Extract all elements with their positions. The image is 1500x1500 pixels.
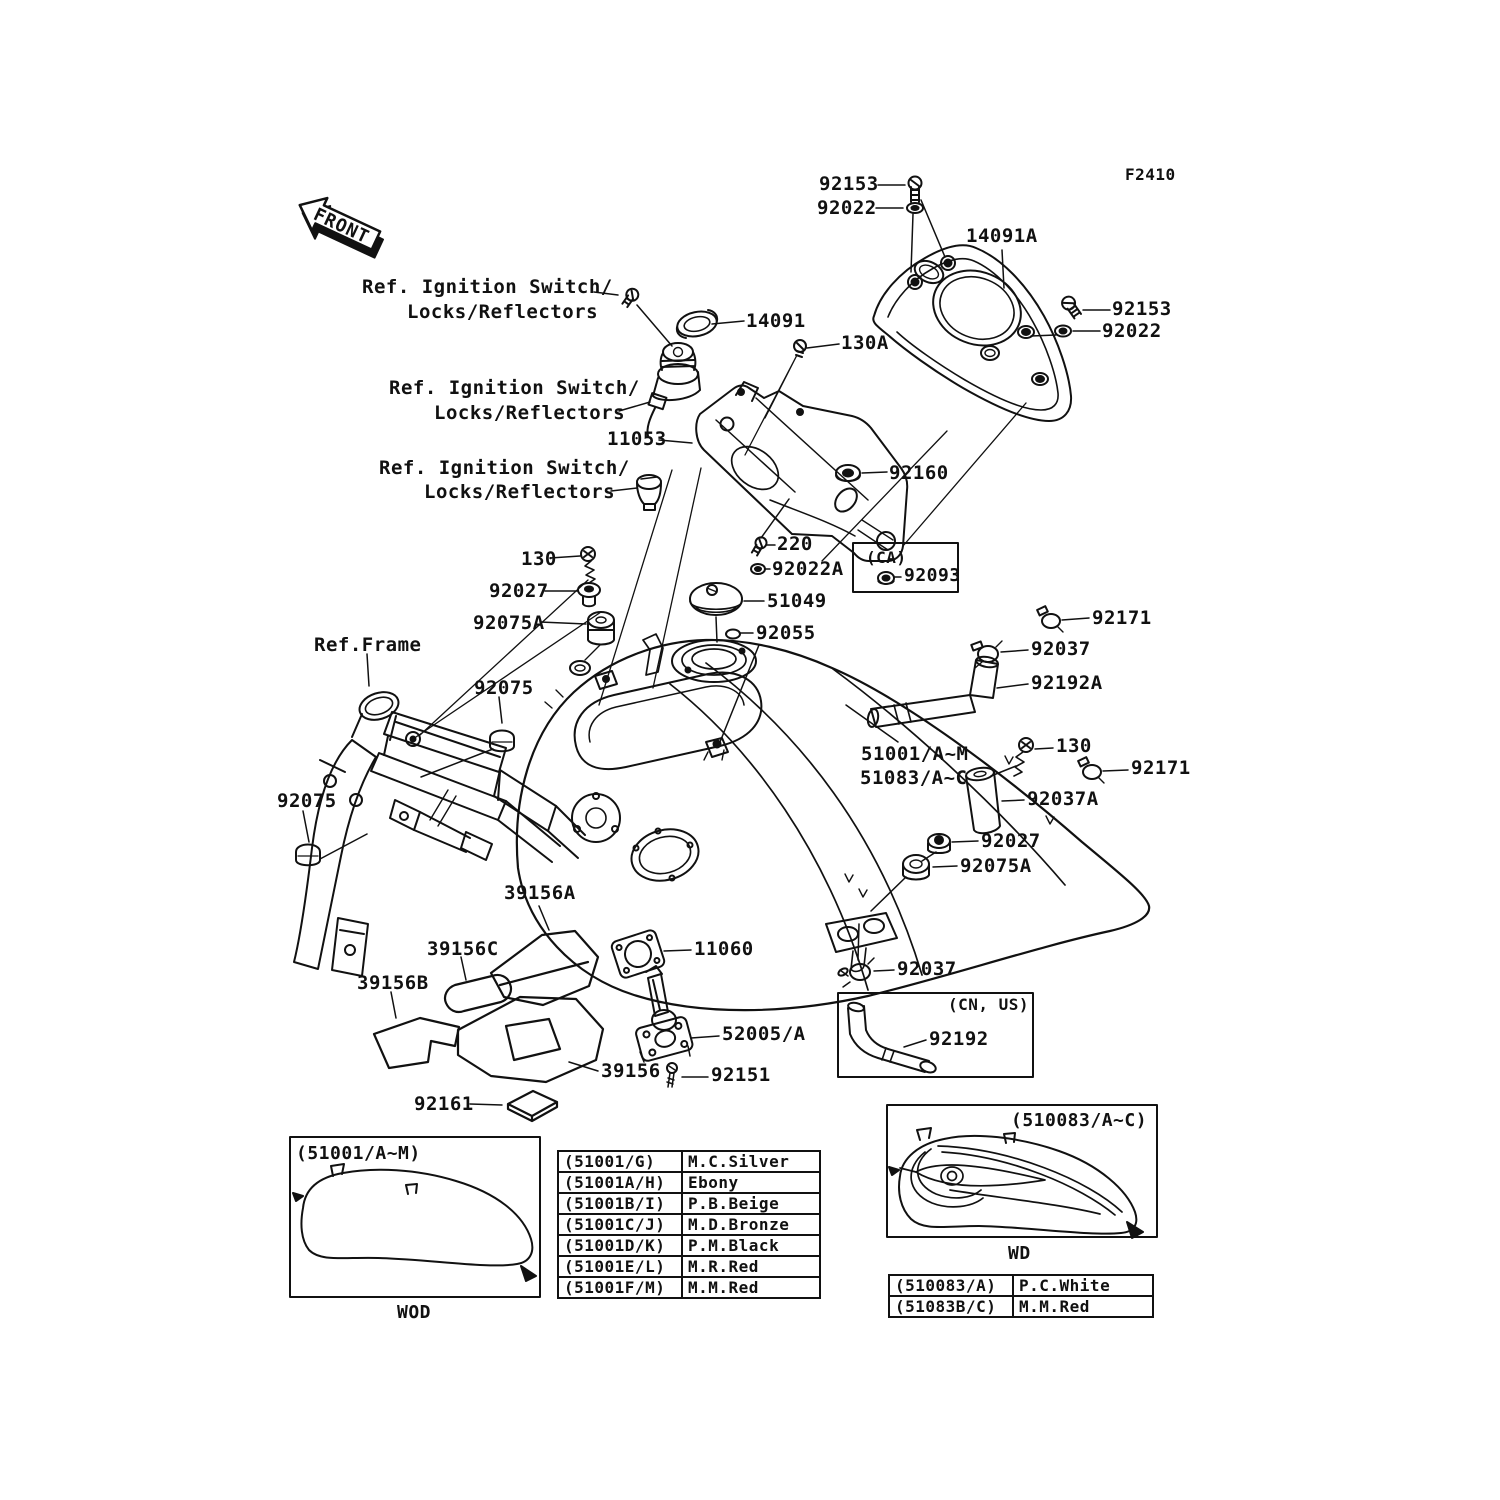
screw-92151-icon <box>667 1063 677 1087</box>
part-code-cell: (510083/A) <box>889 1275 1013 1296</box>
nut-92027-right-icon <box>928 834 950 853</box>
part-label: (CA) <box>866 548 907 567</box>
nut-92022A-icon <box>751 564 765 574</box>
part-label: 92151 <box>711 1064 771 1086</box>
part-label: 14091A <box>966 225 1038 247</box>
color-table-main <box>557 1150 821 1299</box>
part-code-cell: (51001F/M) <box>558 1277 682 1298</box>
part-label: WD <box>1008 1243 1031 1264</box>
domed-damper-92075-left-icon <box>296 845 320 866</box>
part-label: 92075A <box>960 855 1032 877</box>
part-label: 130 <box>1056 735 1092 757</box>
part-label: (510083/A~C) <box>1011 1110 1148 1131</box>
part-label: 130A <box>841 332 889 354</box>
part-label: Locks/Reflectors <box>424 481 616 503</box>
screw-92153-top-icon <box>909 177 922 203</box>
oring-92055-icon <box>726 630 740 639</box>
part-label: 11060 <box>694 938 754 960</box>
color-table-row <box>558 1277 820 1298</box>
bolt-130-left-icon <box>581 547 595 583</box>
part-label: Locks/Reflectors <box>407 301 599 323</box>
damper-92075A-right-icon <box>903 855 929 880</box>
part-label: Ref. Ignition Switch/ <box>379 457 630 479</box>
part-label: 220 <box>777 533 813 555</box>
tube-92037A-icon <box>965 766 1000 833</box>
color-table-row <box>558 1193 820 1214</box>
damper-92075A-left-icon <box>588 612 614 645</box>
part-code-cell: (51001E/L) <box>558 1256 682 1277</box>
gasket-11060-icon <box>610 929 665 979</box>
color-table-row <box>558 1214 820 1235</box>
color-table-row <box>558 1256 820 1277</box>
grommet-92093-icon <box>878 572 894 584</box>
part-label: 92037A <box>1027 788 1099 810</box>
part-label: 130 <box>521 548 557 570</box>
part-label: Ref.Frame <box>314 634 422 656</box>
part-label: 92075A <box>473 612 545 634</box>
washer-92022-top-icon <box>907 203 923 213</box>
part-label: 92093 <box>904 565 961 586</box>
front-arrow-label: FRONT <box>310 204 373 249</box>
clamp-92171-top-icon <box>1037 606 1063 632</box>
color-table-row <box>889 1275 1153 1296</box>
screw-92153-right-icon <box>1060 294 1084 320</box>
part-label: 92027 <box>981 830 1041 852</box>
color-name-cell: M.D.Bronze <box>682 1214 820 1235</box>
hose-92192A-icon <box>867 655 999 728</box>
clamp-92037-bottom-icon <box>837 958 874 987</box>
part-label: 92022 <box>817 197 877 219</box>
washer-92022-right-icon <box>1055 326 1071 337</box>
key-blank-icon <box>637 475 661 510</box>
color-table-right <box>888 1274 1154 1318</box>
color-name-cell: M.R.Red <box>682 1256 820 1277</box>
part-label: 92153 <box>1112 298 1172 320</box>
part-label: Ref. Ignition Switch/ <box>362 276 613 298</box>
part-label: (CN, US) <box>948 995 1030 1014</box>
bolt-130-right-icon <box>1014 738 1033 776</box>
domed-damper-92075-mid-icon <box>490 731 514 752</box>
part-label: 92171 <box>1131 757 1191 779</box>
color-name-cell: P.C.White <box>1013 1275 1153 1296</box>
hose-92192-icon <box>847 1001 937 1074</box>
part-label: 92171 <box>1092 607 1152 629</box>
frame-drawing <box>294 687 585 976</box>
color-table-row <box>889 1296 1153 1317</box>
part-label: 92160 <box>889 462 949 484</box>
fuel-cap-51049-icon <box>690 583 742 615</box>
part-label: 92161 <box>414 1093 474 1115</box>
part-label: 51083/A~C <box>860 767 968 789</box>
part-code-cell: (51001D/K) <box>558 1235 682 1256</box>
part-label: 92192A <box>1031 672 1103 694</box>
tank-cover-drawing <box>873 245 1071 421</box>
part-code-cell: (51001/G) <box>558 1151 682 1172</box>
part-label: 11053 <box>607 428 667 450</box>
fuel-tap-52005-icon <box>635 966 694 1062</box>
part-label: Locks/Reflectors <box>434 402 626 424</box>
part-label: (51001/A~M) <box>296 1143 421 1164</box>
color-name-cell: M.C.Silver <box>682 1151 820 1172</box>
part-label: 92075 <box>277 790 337 812</box>
part-label: 39156 <box>601 1060 661 1082</box>
part-label: 39156A <box>504 882 576 904</box>
color-name-cell: P.B.Beige <box>682 1193 820 1214</box>
damper-92160-icon <box>836 465 860 481</box>
color-table-row <box>558 1151 820 1172</box>
part-label: Ref. Ignition Switch/ <box>389 377 640 399</box>
part-label: WOD <box>397 1302 432 1323</box>
color-table-row <box>558 1172 820 1193</box>
bolt-130A-icon <box>794 340 806 357</box>
part-label: 52005/A <box>722 1023 806 1045</box>
part-label: 14091 <box>746 310 806 332</box>
part-code-cell: (51001B/I) <box>558 1193 682 1214</box>
clamp-92171-bottom-icon <box>1078 757 1104 783</box>
part-label: 92075 <box>474 677 534 699</box>
color-name-cell: P.M.Black <box>682 1235 820 1256</box>
part-label: 92037 <box>897 958 957 980</box>
part-label: 51001/A~M <box>861 743 969 765</box>
color-name-cell: M.M.Red <box>682 1277 820 1298</box>
part-label: F2410 <box>1125 165 1176 184</box>
color-name-cell: Ebony <box>682 1172 820 1193</box>
screw-220-icon <box>750 535 769 557</box>
part-label: 92022A <box>772 558 844 580</box>
part-label: 92037 <box>1031 638 1091 660</box>
part-code-cell: (51083B/C) <box>889 1296 1013 1317</box>
part-code-cell: (51001A/H) <box>558 1172 682 1193</box>
part-label: 92055 <box>756 622 816 644</box>
color-table-row <box>558 1235 820 1256</box>
part-label: 51049 <box>767 590 827 612</box>
part-label: 92027 <box>489 580 549 602</box>
part-label: 92153 <box>819 173 879 195</box>
color-name-cell: M.M.Red <box>1013 1296 1153 1317</box>
part-label: 39156C <box>427 938 499 960</box>
part-label: 92022 <box>1102 320 1162 342</box>
part-label: 92192 <box>929 1028 989 1050</box>
part-code-cell: (51001C/J) <box>558 1214 682 1235</box>
part-label: 39156B <box>357 972 429 994</box>
